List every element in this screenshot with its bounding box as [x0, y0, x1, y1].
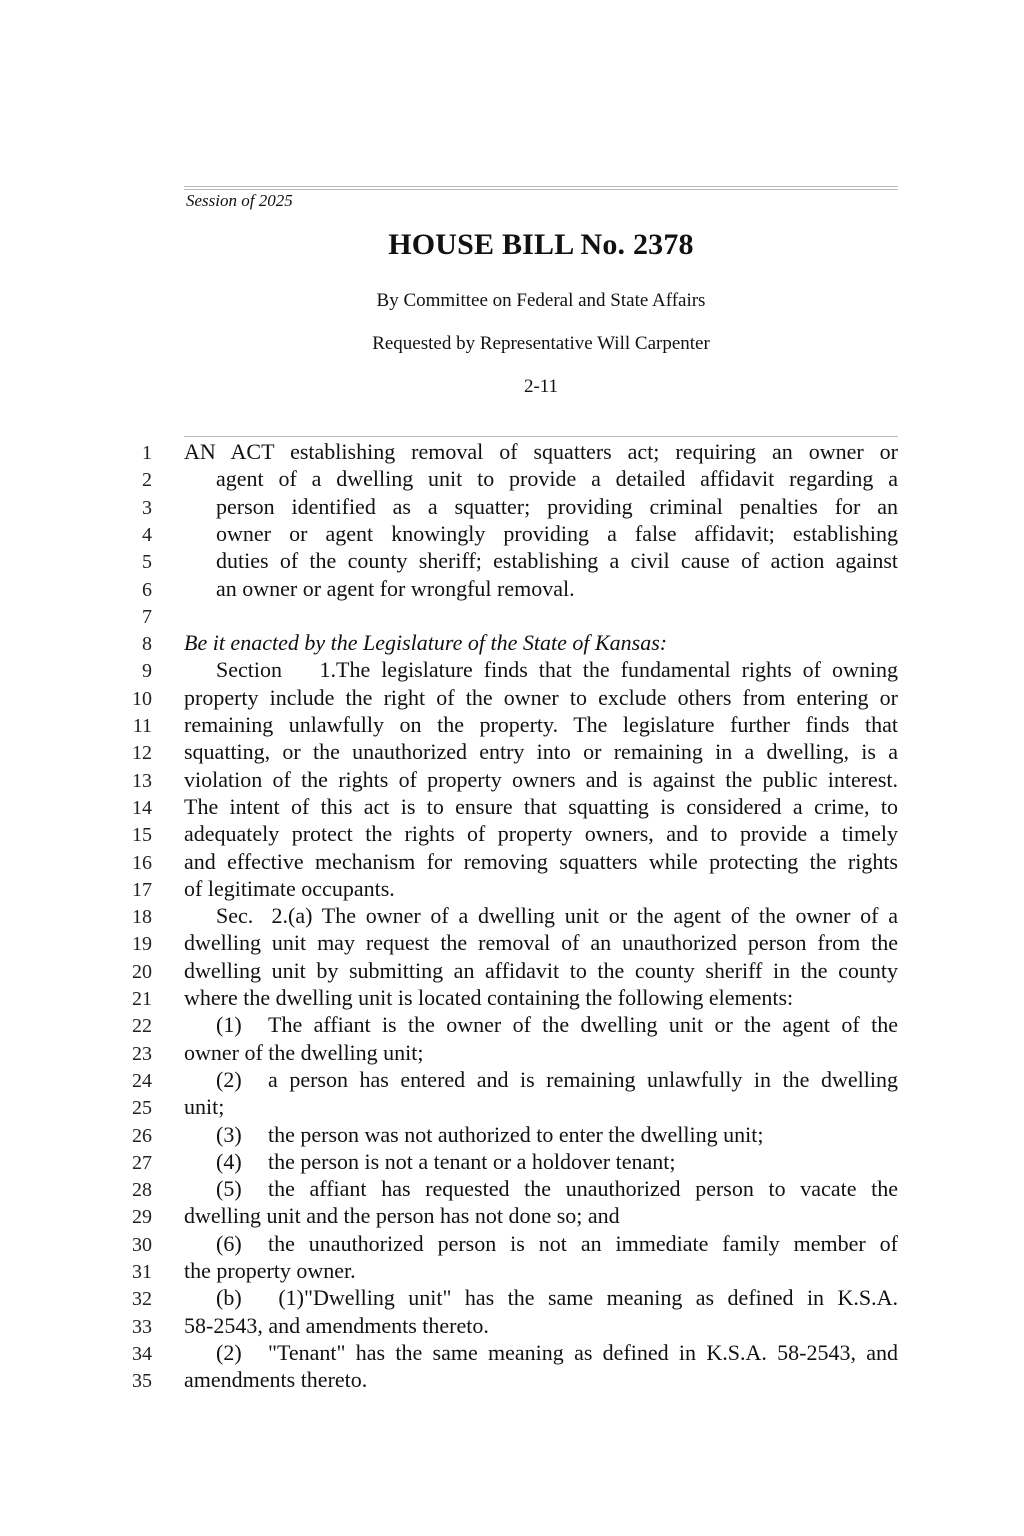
section-1-label: Section 1.	[216, 657, 336, 683]
item-text: the unauthorized person is not an immediate family member of	[268, 1230, 898, 1256]
top-rule-2	[184, 189, 898, 190]
line-number: 34	[132, 1342, 152, 1365]
line-number: 30	[132, 1233, 152, 1256]
line-number: 29	[132, 1206, 152, 1229]
item-text: the person is not a tenant or a holdover tenant;	[268, 1148, 676, 1174]
line-number: 8	[142, 633, 152, 656]
line-number: 31	[132, 1261, 152, 1283]
section-1-first-text: The legislature finds that the fundamental rights of owning	[336, 657, 898, 683]
line-number: 26	[132, 1124, 152, 1147]
line-number: 5	[142, 551, 152, 574]
section-2-line: dwelling unit by submitting an affidavit to the county sheriff in the county	[184, 957, 898, 983]
section-2-first-text: (a) The owner of a dwelling unit or the agent of the owner of a	[288, 903, 898, 929]
session-label: Session of 2025	[186, 191, 293, 210]
line-number: 19	[132, 933, 152, 956]
item-text: a person has entered and is remaining unlawfully in the dwelling	[268, 1066, 898, 1092]
committee-line: By Committee on Federal and State Affairs	[376, 290, 706, 311]
item-1-continued: owner of the dwelling unit;	[184, 1039, 424, 1065]
item-number: (6)	[216, 1230, 242, 1256]
date-code: 2-11	[523, 376, 559, 397]
section-1-line: squatting, or the unauthorized entry into or remaining in a dwelling, is a	[184, 739, 898, 765]
section-1-line: violation of the rights of property owners and is against the public interest.	[184, 766, 898, 792]
line-number: 24	[132, 1069, 152, 1092]
line-number: 7	[142, 605, 152, 628]
item-text: The affiant is the owner of the dwelling unit or the agent of the	[268, 1012, 898, 1038]
line-number: 17	[132, 878, 152, 901]
section-2-line: dwelling unit may request the removal of an unauthorized person from the	[184, 930, 898, 956]
item-number: (5)	[216, 1176, 242, 1202]
definition-tenant-continued: amendments thereto.	[184, 1367, 368, 1393]
enacting-clause: Be it enacted by the Legislature of the State of Kansas:	[184, 630, 668, 656]
section-2-first-line	[184, 902, 898, 929]
line-number: 3	[142, 496, 152, 519]
line-number: 10	[132, 687, 152, 710]
section-2-line: where the dwelling unit is located containing the following elements:	[184, 985, 794, 1010]
item-number: (b) (1)	[216, 1285, 304, 1311]
line-number: 33	[132, 1315, 152, 1338]
item-6	[184, 1230, 898, 1257]
line-number: 23	[132, 1042, 152, 1065]
line-number: 13	[132, 769, 152, 792]
section-1-line: The intent of this act is to ensure that squatting is considered a crime, to	[184, 793, 898, 819]
line-number: 35	[132, 1370, 152, 1393]
line-number: 18	[132, 906, 152, 929]
section-1-line: adequately protect the rights of property owners, and to provide a timely	[184, 821, 898, 847]
line-number: 25	[132, 1097, 152, 1120]
line-number: 22	[132, 1015, 152, 1038]
item-1	[184, 1011, 898, 1038]
line-number: 15	[132, 824, 152, 847]
item-text: the affiant has requested the unauthorized person to vacate the	[268, 1176, 898, 1202]
line-number: 11	[132, 715, 152, 737]
act-title-line: person identified as a squatter; providing criminal penalties for an	[216, 493, 898, 519]
item-text: "Dwelling unit" has the same meaning as defined in K.S.A.	[304, 1285, 898, 1311]
item-5	[184, 1175, 898, 1202]
definition-tenant	[184, 1339, 898, 1366]
item-4	[184, 1148, 898, 1175]
act-title-line: duties of the county sheriff; establishing a civil cause of action against	[216, 548, 898, 574]
top-rule-1	[184, 186, 898, 187]
section-2-label: Sec. 2.	[216, 903, 288, 929]
definition-dwelling-unit-continued: 58-2543, and amendments thereto.	[184, 1312, 489, 1338]
section-1-line: of legitimate occupants.	[184, 875, 395, 901]
line-number: 12	[132, 742, 152, 765]
section-1-first-line	[184, 656, 898, 683]
definition-dwelling-unit	[184, 1284, 898, 1311]
item-6-continued: the property owner.	[184, 1258, 356, 1283]
item-3	[184, 1121, 898, 1148]
item-text: "Tenant" has the same meaning as defined in K.S.A. 58-2543, and	[268, 1339, 898, 1365]
section-1-line: and effective mechanism for removing squatters while protecting the rights	[184, 848, 898, 874]
line-number: 28	[132, 1179, 152, 1202]
section-1-line: remaining unlawfully on the property. The legislature further finds that	[184, 712, 898, 737]
item-number: (3)	[216, 1121, 242, 1147]
line-number: 9	[142, 660, 152, 683]
act-title-line: agent of a dwelling unit to provide a detailed affidavit regarding a	[216, 466, 898, 492]
act-title-line: AN ACT establishing removal of squatters act; requiring an owner or	[184, 439, 898, 464]
line-number: 4	[142, 523, 152, 546]
bill-title: HOUSE BILL No. 2378	[388, 228, 694, 261]
line-number: 6	[142, 578, 152, 601]
line-number: 1	[142, 442, 152, 464]
item-number: (2)	[216, 1339, 242, 1365]
section-1-line: property include the right of the owner to exclude others from entering or	[184, 684, 898, 710]
line-number: 21	[132, 988, 152, 1010]
act-title-line: owner or agent knowingly providing a false affidavit; establishing	[216, 520, 898, 546]
act-title-line: an owner or agent for wrongful removal.	[216, 575, 575, 601]
item-number: (2)	[216, 1066, 242, 1092]
line-number: 20	[132, 960, 152, 983]
line-number: 2	[142, 469, 152, 492]
item-2-continued: unit;	[184, 1094, 225, 1120]
line-number: 16	[132, 851, 152, 874]
line-number: 27	[132, 1151, 152, 1174]
item-number: (1)	[216, 1012, 242, 1038]
divider-rule	[184, 436, 898, 437]
item-number: (4)	[216, 1148, 242, 1174]
item-text: the person was not authorized to enter the dwelling unit;	[268, 1121, 764, 1147]
item-5-continued: dwelling unit and the person has not done so; and	[184, 1203, 620, 1229]
line-number: 32	[132, 1288, 152, 1311]
requested-line: Requested by Representative Will Carpenter	[372, 333, 710, 354]
item-2	[184, 1066, 898, 1093]
line-number: 14	[132, 796, 152, 819]
